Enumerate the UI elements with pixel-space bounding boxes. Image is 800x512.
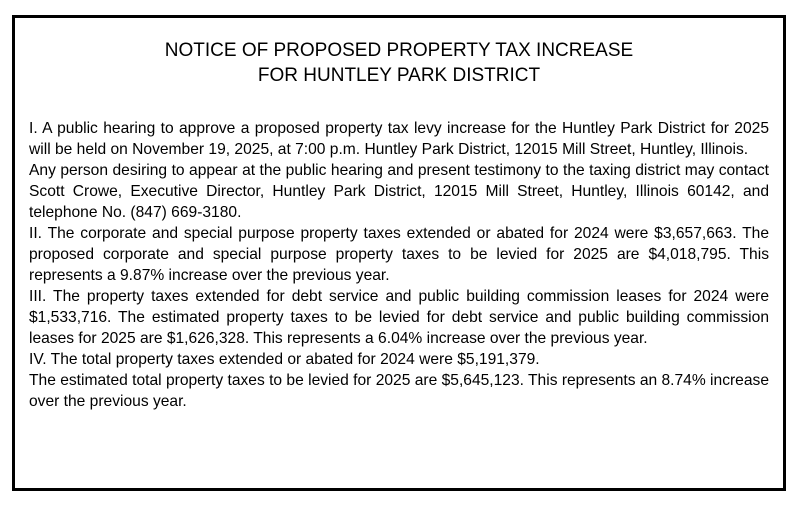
paragraph-total-extended: IV. The total property taxes extended or abated for 2024 were $5,191,379. <box>29 351 540 368</box>
paragraph-total-estimated: The estimated total property taxes to be levied for 2025 are $5,645,123. This represents an 8.74% increase over the previous year. <box>29 372 769 410</box>
paragraph-contact: Any person desiring to appear at the public hearing and present testimony to the taxing district may contact Scott Crowe, Executive Director, Huntley Park District, 12015 Mill Street, Huntley, Illinois 60142, and telephone No. (847) 669-3180. <box>29 162 769 221</box>
paragraph-corporate-taxes: II. The corporate and special purpose property taxes extended or abated for 2024 were $3,657,663. The proposed corporate and special purpose property taxes to be levied for 2025 are $4,018,795. This represents a 9.87% increase over the previous year. <box>29 225 769 284</box>
notice-title-line-1: NOTICE OF PROPOSED PROPERTY TAX INCREASE <box>164 40 634 61</box>
notice-title-line-2: FOR HUNTLEY PARK DISTRICT <box>257 65 541 86</box>
paragraph-debt-service-taxes: III. The property taxes extended for debt service and public building commission leases for 2024 were $1,533,716. The estimated property taxes to be levied for debt service and public building commission leases for 2025 are $1,626,328. This represents a 6.04% increase over the previous year. <box>29 288 769 347</box>
notice-body <box>29 118 769 412</box>
notice-title <box>29 38 769 88</box>
notice-box <box>12 15 786 491</box>
paragraph-hearing: I. A public hearing to approve a proposed property tax levy increase for the Huntley Park District for 2025 will be held on November 19, 2025, at 7:00 p.m. Huntley Park District, 12015 Mill Street, Huntley, Illinois. <box>29 120 769 158</box>
